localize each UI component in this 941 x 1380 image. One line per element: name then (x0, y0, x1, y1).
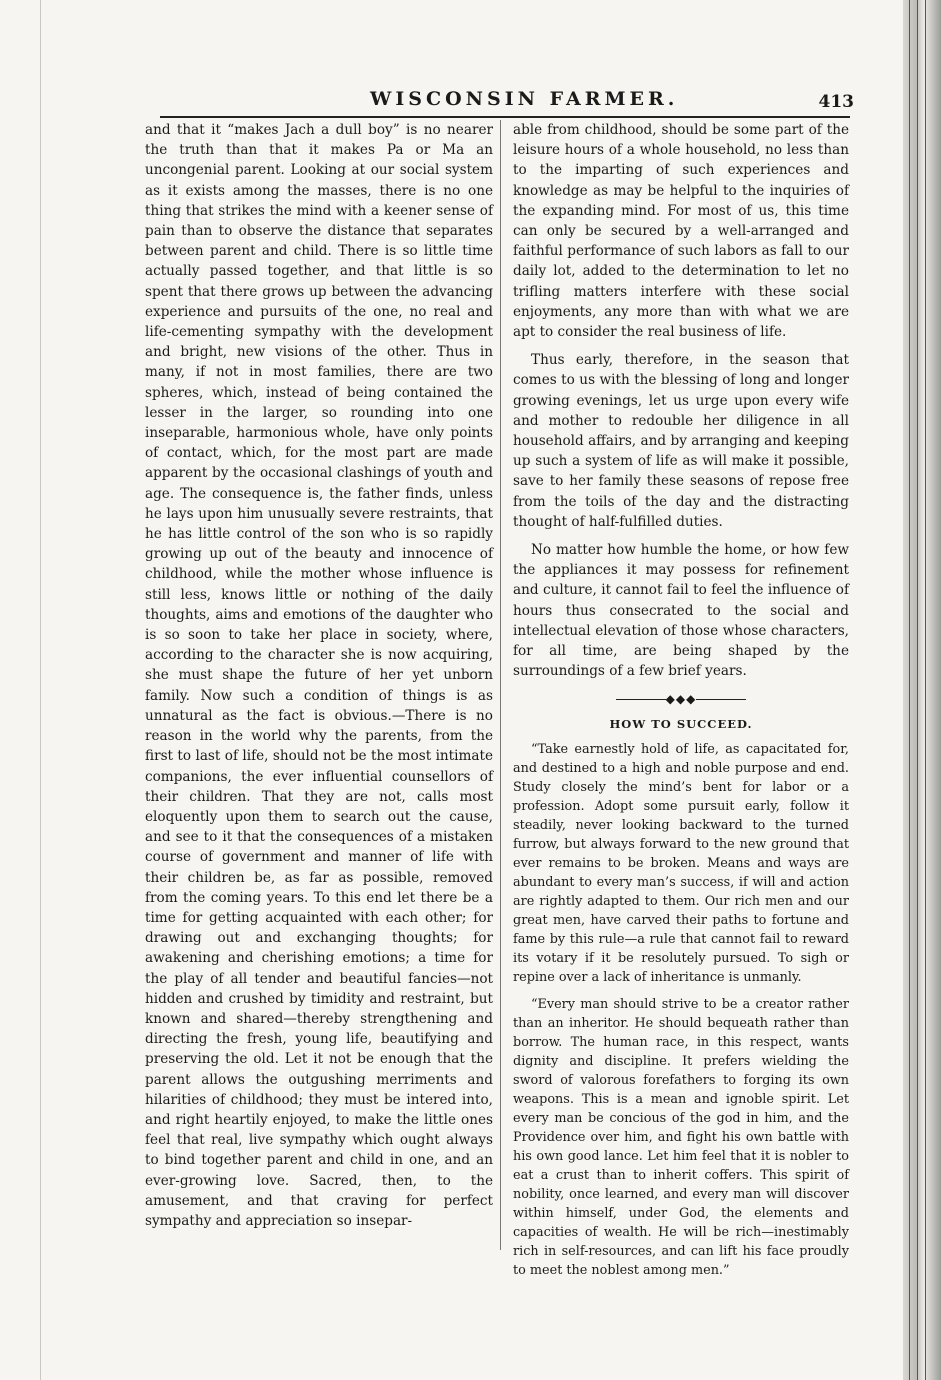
page-number: 413 (818, 92, 854, 112)
section-paragraph: “Take earnestly hold of life, as capacitated for, and destined to a high and noble purpose and end. Study closely the mind’s bent for labor or a profession. Adopt some pursuit early, follow it steadily, never looking backward to the turned furrow, but always forward to the new ground that ever remains to be broken. Means and ways are abundant to every man’s success, if will and action are rightly adapted to them. Our rich men and our great men, have carved their paths to fortune and fame by this rule—a rule that cannot fail to reward its votary if it be resolutely pursued. To sigh or repine over a lack of inheritance is unmanly. (513, 741, 849, 985)
body-paragraph: No matter how humble the home, or how few the appliances it may possess for refinement and culture, it cannot fail to feel the influence of hours thus consecrated to the social and intellectual elevation of those whose characters, for all time, are being shaped by the surroundings of a few brief years. (513, 542, 849, 680)
binding-line (909, 0, 910, 1380)
left-column (145, 120, 493, 1231)
section-paragraph: “Every man should strive to be a creator rather than an inheritor. He should bequeath rather than borrow. The human race, in this respect, wants dignity and discipline. It prefers wielding the sword of valorous forefathers to forging its own weapons. This is a mean and ignoble spirit. Let every man be concious of the god in him, and the Providence over him, and fight his own battle with his own good lance. Let him feel that it is nobler to eat a crust than to inherit coffers. This spirit of nobility, once learned, and every man will discover within himself, under God, the elements and capacities of wealth. He will be rich—inestimably rich in self-resources, and can lift his face proudly to meet the noblest among men.” (513, 996, 849, 1278)
book-binding (903, 0, 941, 1380)
column-divider (500, 120, 501, 1250)
page-header (160, 88, 860, 118)
body-paragraph: and that it “makes Jach a dull boy” is no nearer the truth than that it makes Pa or Ma an uncongenial parent. Looking at our social system as it exists among the masses, there is no one thing that strikes the mind with a keener sense of pain than to observe the distance that separates between parent and child. There is so little time actually passed together, and that little is so spent that there grows up between the advancing experience and pursuits of the one, no real and life-cementing sympathy with the development and bright, new visions of the other. Thus in many, if not in most families, there are two spheres, which, instead of being contained the lesser in the larger, so rounding into one inseparable, harmonious whole, have only points of contact, which, for the most part are made apparent by the occasional clashings of youth and age. The consequence is, the father finds, unless he lays upon him unusually severe restraints, that he has little control of the son who is so rapidly growing up out of the beauty and innocence of childhood, while the mother whose influence is still less, knows little or nothing of the daily thoughts, aims and emotions of the daughter who is so soon to take her place in society, where, according to the character she is now acquiring, she must shape the future of her yet unborn family. Now such a condition of things is as unnatural as the fact is obvious.—There is no reason in the world why the parents, from the first to last of life, should not be the most intimate companions, the ever influential counsellors of their children. That they are not, calls most eloquently upon them to search out the cause, and see to it that the consequences of a mistaken course of government and manner of life with their children be, as far as possible, removed from the coming years. To this end let there be a time for getting acquainted with each other; for drawing out and exchanging thoughts; for awakening and cherishing emotions; a time for the play of all tender and beautiful fancies—not hidden and crushed by timidity and restraint, but known and shared—thereby strengthening and directing the fresh, young life, beautifying and preserving the old. Let it not be enough that the parent allows the outgushing merriments and hilarities of childhood; they must be intered into, and right heartily enjoyed, to make the little ones feel that real, live sympathy which ought always to bind together parent and child in one, and an ever-growing love. Sacred, then, to the amusement, and that craving for perfect sympathy and appreciation so insepar- (145, 122, 493, 1229)
body-paragraph: Thus early, therefore, in the season that comes to us with the blessing of long and longer growing evenings, let us urge upon every wife and mother to redouble her diligence in all household affairs, and by arranging and keeping up such a system of life as will make it possible, save to her family these seasons of repose free from the toils of the day and the distracting thought of half-fulfilled duties. (513, 352, 849, 530)
right-column (513, 120, 849, 1280)
running-title: WISCONSIN FARMER. (370, 88, 679, 110)
binding-line (925, 0, 926, 1380)
binding-line (917, 0, 918, 1380)
section-heading: HOW TO SUCCEED. (609, 716, 753, 731)
section-ornament (513, 689, 849, 709)
body-paragraph: able from childhood, should be some part of the leisure hours of a whole household, no less than to the imparting of such experiences and knowledge as may be helpful to the inquiries of the expanding mind. For most of us, this time can only be secured by a well-arranged and faithful performance of such labors as fall to our daily lot, added to the determination to let no trifling matters interfere with these social enjoyments, any more than with what we are apt to consider the real business of life. (513, 122, 849, 341)
ornament-glyphs: ◆◆◆ (665, 692, 697, 707)
header-rule (160, 116, 850, 118)
page-edge (40, 0, 41, 1380)
